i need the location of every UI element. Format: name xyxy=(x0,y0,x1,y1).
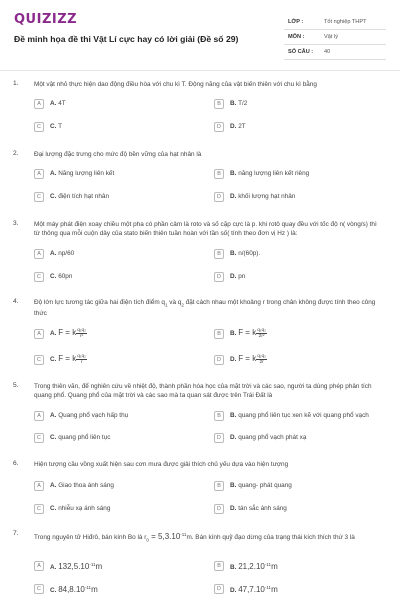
formula-prefix: F = k xyxy=(238,328,257,338)
option-text: năng lượng liên kết riêng xyxy=(238,170,310,177)
document-title: Đề minh họa đề thi Vật Lí cực hay có lời giải (Đề số 29) xyxy=(14,34,239,44)
option-text: điện tích hạt nhân xyxy=(58,193,109,200)
option-a[interactable] xyxy=(34,327,184,341)
option-a[interactable] xyxy=(34,247,184,261)
option-letter-box: D xyxy=(214,584,224,594)
option-letter-box: C xyxy=(34,504,44,514)
option-label: A. xyxy=(50,482,57,489)
option-letter-box: B xyxy=(214,249,224,259)
worksheet-header xyxy=(14,12,386,64)
option-text: np/60 xyxy=(58,250,75,257)
option-c[interactable] xyxy=(34,431,184,445)
header-divider xyxy=(0,70,400,71)
option-label: A. xyxy=(50,564,57,572)
option-c[interactable] xyxy=(34,353,184,367)
question-text: Một máy phát điện xoay chiều một pha có phần cảm là roto và số cặp cực là p. khi rotô quay đều với tốc độ n( vòng/s) thì từ thông qua mỗi cuộn dây của stato biến thiên tuần hoàn với tần số( tính theo đơn vị Hz ) là: xyxy=(34,221,377,237)
option-letter-box: A xyxy=(34,561,44,571)
option-letter-box: C xyxy=(34,433,44,443)
option-c[interactable]: C C. $84,8.10^{-11}m$ xyxy=(34,582,184,596)
option-label: B. xyxy=(230,330,237,338)
option-label: D. xyxy=(230,193,237,200)
option-label: D. xyxy=(230,273,237,280)
option-b[interactable] xyxy=(214,247,364,261)
option-letter-box: B xyxy=(214,561,224,571)
option-letter-box: D xyxy=(214,272,224,282)
option-label: D. xyxy=(230,356,237,364)
question-text: Độ lớn lực tương tác giữa hai điện tích điểm $q_1$ và $q_2$ đặt cách nhau một khoảng r trong chân không được tính theo công thức xyxy=(34,299,376,318)
option-letter-box: C xyxy=(34,192,44,202)
option-text: 2T xyxy=(238,123,246,130)
option-d[interactable] xyxy=(214,502,364,516)
option-b[interactable] xyxy=(214,479,364,493)
option-text: nhiễu xạ ánh sáng xyxy=(58,505,111,512)
option-letter-box: D xyxy=(214,433,224,443)
option-label: A. xyxy=(50,412,57,419)
option-letter-box: A xyxy=(34,411,44,421)
formula-prefix: F = k xyxy=(58,354,77,364)
option-text: T/2 xyxy=(238,100,248,107)
option-b[interactable] xyxy=(214,97,364,111)
option-c[interactable] xyxy=(34,190,184,204)
option-text: T xyxy=(58,123,62,130)
option-text: 4T xyxy=(58,100,66,107)
option-text: n/(60p). xyxy=(238,250,261,257)
option-d[interactable] xyxy=(214,190,364,204)
option-letter-box: C xyxy=(34,272,44,282)
option-text: pn xyxy=(238,273,246,280)
option-label: D. xyxy=(230,434,237,441)
option-letter-box: A xyxy=(34,169,44,179)
option-text: quang phổ vạch phát xạ xyxy=(238,434,307,441)
option-label: A. xyxy=(50,100,57,107)
meta-value: 40 xyxy=(324,49,331,55)
option-d[interactable] xyxy=(214,270,364,284)
option-letter-box: A xyxy=(34,249,44,259)
option-b[interactable] xyxy=(214,167,364,181)
option-letter-box: B xyxy=(214,99,224,109)
option-label: C. xyxy=(50,273,57,280)
option-label: B. xyxy=(230,250,237,257)
formula-prefix: F = k xyxy=(238,354,257,364)
option-label: D. xyxy=(230,505,237,512)
option-label: A. xyxy=(50,330,57,338)
meta-value: Vật lý xyxy=(324,34,338,40)
option-a[interactable] xyxy=(34,409,184,423)
option-letter-box: A xyxy=(34,99,44,109)
option-label: C. xyxy=(50,505,57,512)
option-letter-box: C xyxy=(34,355,44,365)
option-label: C. xyxy=(50,193,57,200)
option-letter-box: D xyxy=(214,355,224,365)
option-label: B. xyxy=(230,100,237,107)
question-text: Trong nguyên tử Hiđrô, bán kính Bo là $r_0 = 5,3.10^{-11}m$. Bán kính quỹ đạo dừng của trạng thái kích thích thứ 3 là xyxy=(34,532,355,543)
option-d[interactable] xyxy=(214,120,364,134)
formula-prefix: F = k xyxy=(58,328,77,338)
option-a[interactable]: A A. $132,5.10^{-11}m$ xyxy=(34,559,184,573)
option-label: C. xyxy=(50,123,57,130)
option-label: C. xyxy=(50,356,57,364)
option-b[interactable] xyxy=(214,327,364,341)
meta-row-count xyxy=(284,45,386,60)
option-letter-box: B xyxy=(214,481,224,491)
formula-fraction: $\frac{\text{q₁q₂}}{2r}$ xyxy=(257,354,267,365)
option-a[interactable] xyxy=(34,167,184,181)
question-number: 5. xyxy=(13,382,19,389)
question-number: 3. xyxy=(13,220,19,227)
option-letter-box: D xyxy=(214,192,224,202)
option-a[interactable] xyxy=(34,97,184,111)
option-label: A. xyxy=(50,170,57,177)
option-letter-box: D xyxy=(214,504,224,514)
option-label: A. xyxy=(50,250,57,257)
question-text: Một vật nhỏ thực hiện dao động điều hòa với chu kì T. Động năng của vật biến thiên với chu kì bằng xyxy=(34,81,317,88)
option-text: quang- phát quang xyxy=(238,482,292,489)
option-letter-box: A xyxy=(34,329,44,339)
option-text: Giao thoa ánh sáng xyxy=(58,482,114,489)
option-text: khối lượng hạt nhân xyxy=(238,193,296,200)
option-label: B. xyxy=(230,412,237,419)
option-letter-box: A xyxy=(34,481,44,491)
meta-row-subject xyxy=(284,30,386,45)
question-text: Hiện tượng cầu vồng xuất hiện sau cơn mưa được giải thích chủ yếu dựa vào hiện tượng xyxy=(34,461,289,468)
question-text: Trong thiên văn, để nghiên cứu về nhiệt độ, thành phần hóa học của mặt trời và các sao, người ta dùng phép phân tích quang phổ. Quang phổ của mặt trời và các sao mà ta quan sát được trên Trái Đất là xyxy=(34,383,372,399)
option-text: tán sắc ánh sáng xyxy=(238,505,287,512)
meta-value: Tốt nghiệp THPT xyxy=(324,19,367,25)
option-label: C. xyxy=(50,434,57,441)
option-d[interactable] xyxy=(214,431,364,445)
meta-table xyxy=(284,15,386,60)
question-number: 2. xyxy=(13,150,19,157)
option-letter-box: B xyxy=(214,169,224,179)
option-text: quang phổ liên tục xen kẽ với quang phổ vạch xyxy=(238,412,369,419)
option-label: D. xyxy=(230,587,237,595)
question-number: 6. xyxy=(13,460,19,467)
option-text: Năng lượng liên kết xyxy=(58,170,115,177)
option-letter-box: C xyxy=(34,584,44,594)
formula-fraction: $\frac{\text{q₁q₂}}{\text{r²}}$ xyxy=(77,328,87,339)
option-c[interactable] xyxy=(34,502,184,516)
option-letter-box: C xyxy=(34,122,44,132)
option-b[interactable]: B B. $21,2.10^{-11}m$ xyxy=(214,559,364,573)
option-label: B. xyxy=(230,482,237,489)
quizizz-logo: QUIZIZZ xyxy=(14,12,78,27)
meta-key: LỚP : xyxy=(288,19,304,25)
option-letter-box: B xyxy=(214,329,224,339)
option-b[interactable] xyxy=(214,409,369,423)
option-d[interactable]: D D. $47,7.10^{-11}m$ xyxy=(214,582,364,596)
question-number: 7. xyxy=(13,530,19,537)
meta-row-class xyxy=(284,15,386,30)
question-number: 1. xyxy=(13,80,19,87)
option-label: D. xyxy=(230,123,237,130)
formula-fraction: $\frac{\text{q₁q₂}}{r}$ xyxy=(77,354,87,365)
formula-fraction: $\frac{\text{q₁q₂}}{\text{2r²}}$ xyxy=(257,328,267,339)
option-label: B. xyxy=(230,564,237,572)
question-text: Đại lượng đặc trưng cho mức độ bền vững của hạt nhân là xyxy=(34,151,202,158)
question-number: 4. xyxy=(13,298,19,305)
option-c[interactable] xyxy=(34,270,184,284)
option-d[interactable] xyxy=(214,353,364,367)
option-text: quang phổ liên tục xyxy=(58,434,111,441)
option-text: 60pn xyxy=(58,273,73,280)
meta-key: SỐ CÂU : xyxy=(288,49,314,55)
meta-key: MÔN : xyxy=(288,34,305,40)
option-c[interactable] xyxy=(34,120,184,134)
option-a[interactable] xyxy=(34,479,184,493)
option-label: B. xyxy=(230,170,237,177)
option-letter-box: D xyxy=(214,122,224,132)
option-label: C. xyxy=(50,587,57,595)
option-letter-box: B xyxy=(214,411,224,421)
option-text: Quang phổ vạch hấp thụ xyxy=(58,412,129,419)
